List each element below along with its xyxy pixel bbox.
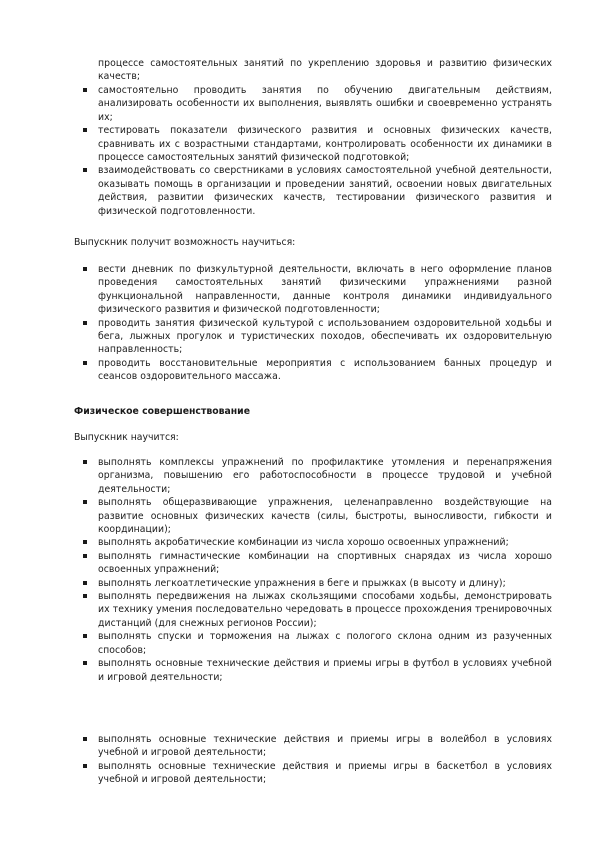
bullet-icon — [83, 661, 87, 665]
list-item — [82, 84, 552, 124]
bullet-icon — [83, 540, 87, 544]
bullet-icon — [83, 267, 87, 271]
list-item-text: выполнять гимнастические комбинации на спортивных снарядах из числа хорошо освоенных упражнений; — [98, 550, 552, 576]
list-item-text: выполнять спуски и торможения на лыжах с пологого склона одним из разученных способов; — [98, 631, 552, 656]
list-item-text: выполнять основные технические действия и приемы игры в футбол в условиях учебной и игровой деятельности; — [98, 658, 552, 683]
list-item — [82, 164, 552, 218]
bullet-icon — [83, 128, 87, 132]
list-item-text: выполнять акробатические комбинации из числа хорошо освоенных упражнений; — [98, 537, 509, 549]
section-heading-block — [74, 405, 552, 418]
list-item — [82, 577, 552, 590]
list-item-text: проводить занятия физической культурой с использованием оздоровительной ходьбы и бега, лыжных прогулок и туристических походов, обеспечивать их оздоровительную направленность; — [98, 317, 552, 356]
opportunity-paragraph — [74, 236, 552, 249]
list-item — [82, 536, 552, 549]
section-heading: Физическое совершенствование — [74, 406, 251, 417]
list-item — [82, 590, 552, 630]
list-item-text: вести дневник по физкультурной деятельности, включать в него оформление планов проведения самостоятельных занятий физическими упражнениями разной функциональной направленности, данные контроля динамики индивидуального физического развития и физической подготовленности; — [98, 264, 552, 316]
list-item-text: выполнять общеразвивающие упражнения, целенаправленно воздействующие на развитие основных физических качеств (силы, быстроты, выносливости, гибкости и координации); — [98, 497, 552, 536]
bullet-icon — [83, 634, 87, 638]
list-item-text: выполнять комплексы упражнений по профилактике утомления и перенапряжения организма, повышению его работоспособности в процессе трудовой и учебной деятельности; — [98, 457, 552, 495]
bullet-icon — [83, 321, 87, 325]
bullet-icon — [83, 460, 87, 464]
skills-list-2 — [82, 263, 552, 384]
list-item — [82, 733, 552, 760]
bullet-icon — [83, 361, 87, 365]
continuation-paragraph — [98, 57, 552, 84]
bullet-icon — [83, 594, 87, 598]
list-item-text: самостоятельно проводить занятия по обучению двигательным действиям, анализировать особенности их выполнения, выявлять ошибки и своевременно устранять их; — [98, 85, 552, 123]
bullet-icon — [83, 88, 87, 92]
list-item-text: тестировать показатели физического развития и основных физических качеств, сравнивать их с возрастными стандартами, контролировать особенности их динамики в процессе самостоятельных занятий физической подготовкой; — [98, 125, 552, 164]
skills-list-4 — [82, 733, 552, 787]
list-item — [82, 317, 552, 357]
bullet-icon — [83, 500, 87, 504]
list-item-text: выполнять основные технические действия и приемы игры в волейбол в условиях учебной и игровой деятельности; — [98, 734, 552, 759]
list-item — [82, 550, 552, 577]
learn-paragraph — [74, 431, 552, 444]
skills-list-1 — [82, 84, 552, 218]
list-item-text: проводить восстановительные мероприятия с использованием банных процедур и сеансов оздоровительного массажа. — [98, 357, 552, 383]
list-item-text: выполнять легкоатлетические упражнения в беге и прыжках (в высоту и длину); — [98, 577, 506, 589]
bullet-icon — [83, 168, 87, 172]
opportunity-text: Выпускник получит возможность научиться: — [74, 237, 296, 248]
list-item — [82, 357, 552, 384]
list-item — [82, 263, 552, 317]
list-item — [82, 657, 552, 684]
list-item-text: взаимодействовать со сверстниками в условиях самостоятельной учебной деятельности, оказывать помощь в организации и проведении занятий, освоении новых двигательных действия, развитии физических качеств, тестировании физического развития и физической подготовленности. — [98, 165, 552, 217]
list-item — [82, 630, 552, 657]
bullet-icon — [83, 554, 87, 558]
list-item — [82, 496, 552, 536]
list-item — [82, 456, 552, 496]
bullet-icon — [83, 764, 87, 768]
list-item — [82, 124, 552, 164]
bullet-icon — [83, 581, 87, 585]
learn-text: Выпускник научится: — [74, 432, 179, 443]
list-item-text: выполнять основные технические действия и приемы игры в баскетбол в условиях учебной и игровой деятельности; — [98, 760, 552, 786]
list-item — [82, 760, 552, 787]
list-item-text: выполнять передвижения на лыжах скользящими способами ходьбы, демонстрировать их технику умения последовательно чередовать в процессе прохождения тренировочных дистанций (для снежных регионов России); — [98, 591, 552, 629]
continuation-text: процессе самостоятельных занятий по укреплению здоровья и развитию физических качеств; — [98, 58, 552, 83]
skills-list-3 — [82, 456, 552, 684]
bullet-icon — [83, 737, 87, 741]
